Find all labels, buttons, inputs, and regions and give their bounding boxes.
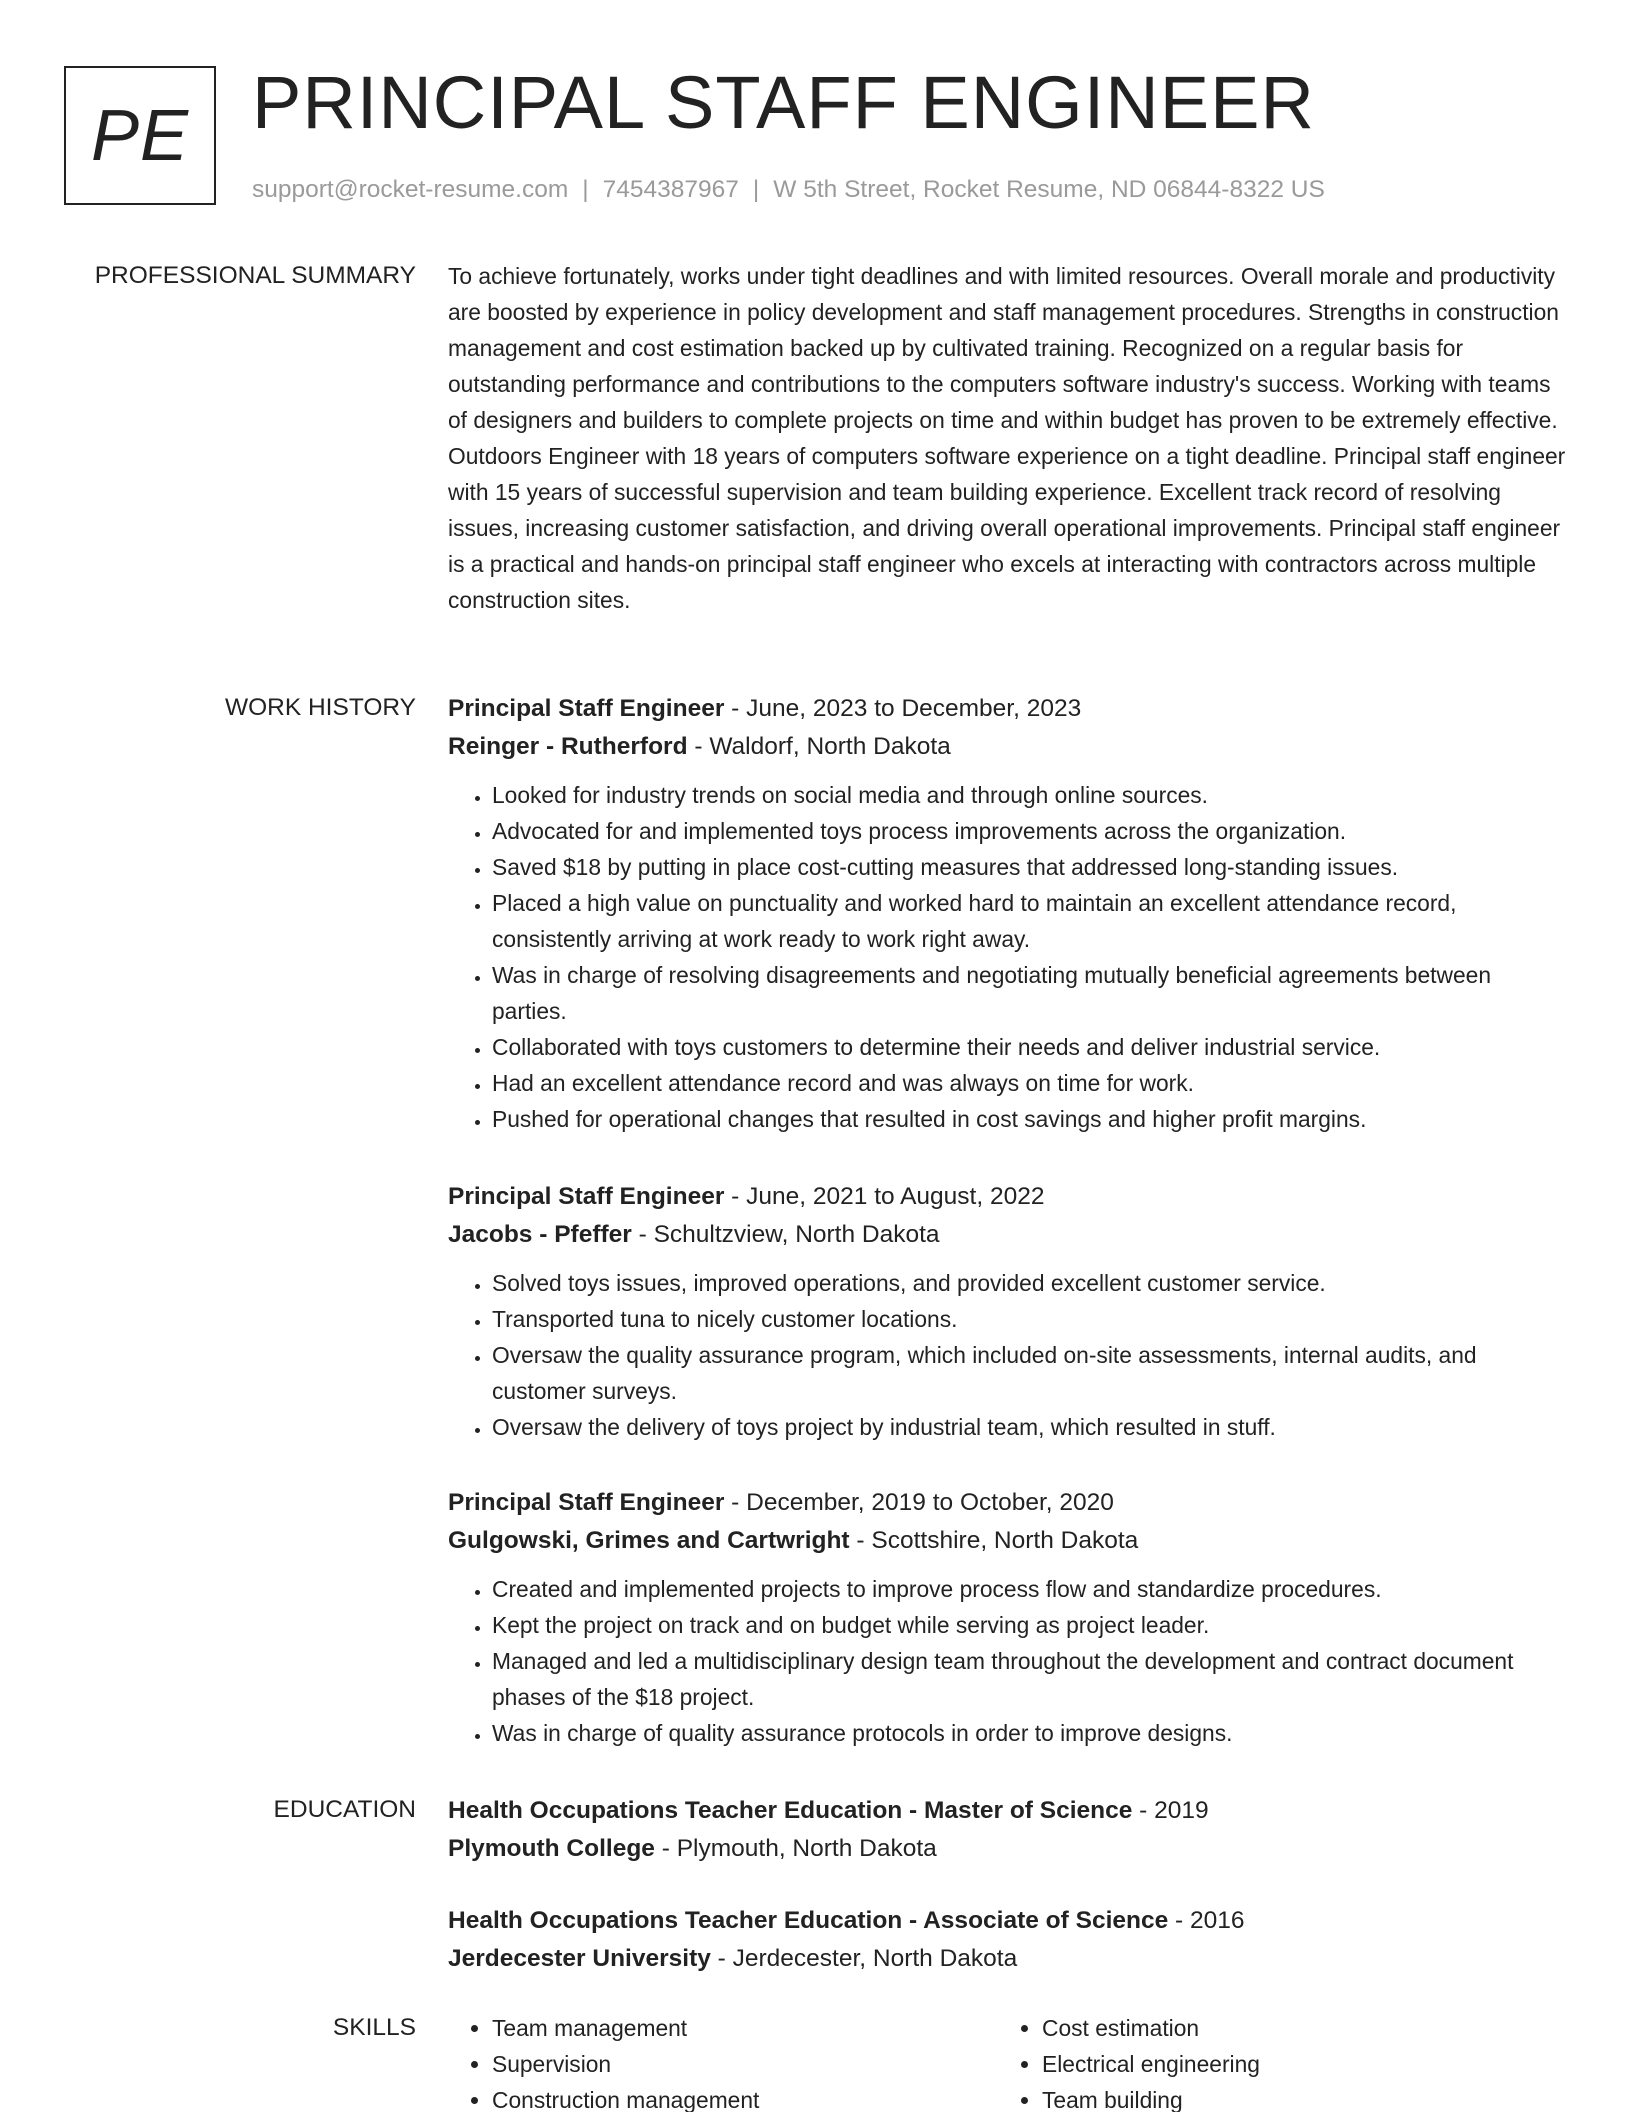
list-item: • Created and implemented projects to improve process flow and standardize procedures.	[492, 1571, 1568, 1607]
list-item: • Supervision	[492, 2046, 759, 2082]
job-title: Principal Staff Engineer	[448, 1183, 725, 1210]
list-item: • Kept the project on track and on budget while serving as project leader.	[492, 1607, 1568, 1643]
education-year: - 2019	[1132, 1797, 1209, 1824]
contact-address: W 5th Street, Rocket Resume, ND 06844-8322 US	[773, 176, 1325, 203]
list-item: • Looked for industry trends on social media and through online sources.	[492, 777, 1568, 813]
job-dates: - June, 2021 to August, 2022	[724, 1183, 1045, 1210]
list-item: • Team building	[1042, 2082, 1260, 2112]
job-company-line	[448, 1522, 1568, 1560]
list-item: • Transported tuna to nicely customer locations.	[492, 1301, 1568, 1337]
job-entry	[448, 1484, 1568, 1751]
job-title-line	[448, 690, 1568, 728]
list-item: • Team management	[492, 2010, 759, 2046]
job-title: Principal Staff Engineer	[448, 695, 725, 722]
section-label-skills: SKILLS	[332, 2014, 416, 2041]
job-bullets	[448, 777, 1568, 1137]
list-item: • Solved toys issues, improved operations, and provided excellent customer service.	[492, 1265, 1568, 1301]
education-degree: Health Occupations Teacher Education - Master of Science	[448, 1797, 1133, 1824]
list-item: • Had an excellent attendance record and was always on time for work.	[492, 1065, 1568, 1101]
page-title: PRINCIPAL STAFF ENGINEER	[252, 61, 1315, 144]
education-school: Jerdecester University	[448, 1945, 711, 1972]
job-entry	[448, 690, 1568, 1137]
education-entry	[448, 1792, 1568, 1868]
list-item: • Placed a high value on punctuality and worked hard to maintain an excellent attendance record, consistently arriving at work ready to work right away.	[492, 885, 1568, 957]
list-item: • Was in charge of resolving disagreements and negotiating mutually beneficial agreements between parties.	[492, 957, 1568, 1029]
section-label-work-history: WORK HISTORY	[224, 694, 416, 721]
list-item: • Construction management	[492, 2082, 759, 2112]
education-school-line	[448, 1830, 1568, 1868]
job-company: Gulgowski, Grimes and Cartwright	[448, 1527, 850, 1554]
job-dates: - June, 2023 to December, 2023	[724, 695, 1082, 722]
contact-line	[252, 174, 1325, 206]
job-title-line	[448, 1484, 1568, 1522]
contact-separator: |	[582, 176, 589, 203]
job-location: - Scottshire, North Dakota	[849, 1527, 1139, 1554]
education-entry	[448, 1902, 1568, 1978]
job-company: Jacobs - Pfeffer	[448, 1221, 632, 1248]
education-school: Plymouth College	[448, 1835, 655, 1862]
list-item: • Cost estimation	[1042, 2010, 1260, 2046]
job-company-line	[448, 728, 1568, 766]
list-item: • Oversaw the quality assurance program, which included on-site assessments, internal audits, and customer surveys.	[492, 1337, 1568, 1409]
list-item: • Collaborated with toys customers to determine their needs and deliver industrial service.	[492, 1029, 1568, 1065]
skills-column-left	[448, 2010, 759, 2112]
job-dates: - December, 2019 to October, 2020	[724, 1489, 1114, 1516]
education-degree: Health Occupations Teacher Education - Associate of Science	[448, 1907, 1169, 1934]
job-location: - Schultzview, North Dakota	[631, 1221, 940, 1248]
education-year: - 2016	[1168, 1907, 1245, 1934]
job-company-line	[448, 1216, 1568, 1254]
education-location: - Jerdecester, North Dakota	[710, 1945, 1018, 1972]
section-label-summary: PROFESSIONAL SUMMARY	[94, 262, 416, 289]
section-label-education: EDUCATION	[273, 1796, 416, 1823]
list-item: • Electrical engineering	[1042, 2046, 1260, 2082]
skills-list	[448, 2010, 1568, 2112]
list-item: • Saved $18 by putting in place cost-cutting measures that addressed long-standing issues.	[492, 849, 1568, 885]
monogram-initials: PE	[64, 66, 216, 205]
job-company: Reinger - Rutherford	[448, 733, 688, 760]
education-degree-line	[448, 1902, 1568, 1940]
job-title-line	[448, 1178, 1568, 1216]
education-degree-line	[448, 1792, 1568, 1830]
skills-column-right	[998, 2010, 1260, 2112]
list-item: • Was in charge of quality assurance protocols in order to improve designs.	[492, 1715, 1568, 1751]
job-entry	[448, 1178, 1568, 1445]
list-item: • Oversaw the delivery of toys project by industrial team, which resulted in stuff.	[492, 1409, 1568, 1445]
education-location: - Plymouth, North Dakota	[654, 1835, 937, 1862]
education-school-line	[448, 1940, 1568, 1978]
list-item: • Pushed for operational changes that resulted in cost savings and higher profit margins.	[492, 1101, 1568, 1137]
list-item: • Advocated for and implemented toys process improvements across the organization.	[492, 813, 1568, 849]
job-title: Principal Staff Engineer	[448, 1489, 725, 1516]
summary-text: To achieve fortunately, works under tight deadlines and with limited resources. Overall morale and productivity are boosted by experience in policy development and staff management procedures. Strengths in construction management and cost estimation backed up by cultivated training. Recognized on a regular basis for outstanding performance and contributions to the computers software industry's success. Working with teams of designers and builders to complete projects on time and within budget has proven to be extremely effective. Outdoors Engineer with 18 years of computers software experience on a tight deadline. Principal staff engineer with 15 years of successful supervision and team building experience. Excellent track record of resolving issues, increasing customer satisfaction, and driving overall operational improvements. Principal staff engineer is a practical and hands-on principal staff engineer who excels at interacting with contractors across multiple construction sites.	[448, 263, 1566, 613]
contact-separator: |	[752, 176, 760, 203]
job-bullets	[448, 1265, 1568, 1445]
contact-email: support@rocket-resume.com	[252, 176, 569, 203]
job-location: - Waldorf, North Dakota	[687, 733, 951, 760]
job-bullets	[448, 1571, 1568, 1751]
list-item: • Managed and led a multidisciplinary design team throughout the development and contract document phases of the $18 project.	[492, 1643, 1568, 1715]
contact-phone: 7454387967	[602, 176, 739, 203]
